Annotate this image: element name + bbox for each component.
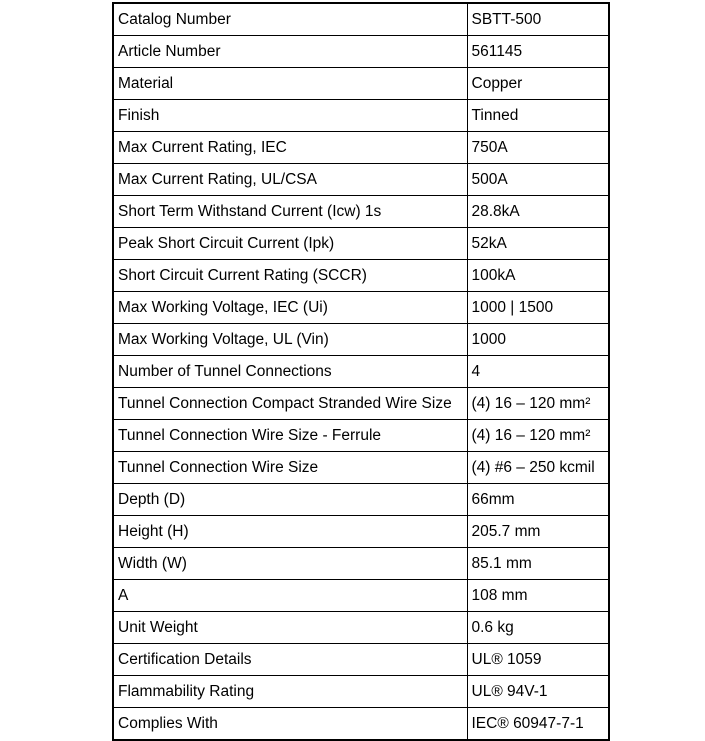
spec-value: 85.1 mm xyxy=(467,548,609,580)
table-row xyxy=(113,228,609,260)
table-row xyxy=(113,36,609,68)
spec-value: UL® 1059 xyxy=(467,644,609,676)
spec-value: 66mm xyxy=(467,484,609,516)
spec-value: Tinned xyxy=(467,100,609,132)
spec-value: (4) 16 – 120 mm² xyxy=(467,420,609,452)
table-row xyxy=(113,292,609,324)
spec-label: Depth (D) xyxy=(113,484,467,516)
spec-label: Catalog Number xyxy=(113,3,467,36)
table-row xyxy=(113,516,609,548)
spec-value: 500A xyxy=(467,164,609,196)
spec-value: 108 mm xyxy=(467,580,609,612)
spec-value: 1000 | 1500 xyxy=(467,292,609,324)
spec-label: Max Working Voltage, IEC (Ui) xyxy=(113,292,467,324)
spec-label: Short Term Withstand Current (Icw) 1s xyxy=(113,196,467,228)
spec-label: Flammability Rating xyxy=(113,676,467,708)
spec-label: Certification Details xyxy=(113,644,467,676)
spec-value: 750A xyxy=(467,132,609,164)
spec-value: 0.6 kg xyxy=(467,612,609,644)
spec-label: Number of Tunnel Connections xyxy=(113,356,467,388)
table-row xyxy=(113,3,609,36)
spec-label: Short Circuit Current Rating (SCCR) xyxy=(113,260,467,292)
table-row xyxy=(113,324,609,356)
table-row xyxy=(113,548,609,580)
spec-value: IEC® 60947-7-1 xyxy=(467,708,609,741)
table-row xyxy=(113,612,609,644)
spec-value: Copper xyxy=(467,68,609,100)
spec-value: 4 xyxy=(467,356,609,388)
table-row xyxy=(113,676,609,708)
spec-table-body xyxy=(113,3,609,740)
table-row xyxy=(113,100,609,132)
spec-label: A xyxy=(113,580,467,612)
spec-label: Material xyxy=(113,68,467,100)
spec-table xyxy=(112,2,610,741)
spec-value: 100kA xyxy=(467,260,609,292)
spec-value: UL® 94V-1 xyxy=(467,676,609,708)
table-row xyxy=(113,580,609,612)
spec-label: Height (H) xyxy=(113,516,467,548)
table-row xyxy=(113,388,609,420)
table-row xyxy=(113,356,609,388)
spec-label: Tunnel Connection Compact Stranded Wire Size xyxy=(113,388,467,420)
spec-value: 205.7 mm xyxy=(467,516,609,548)
table-row xyxy=(113,164,609,196)
spec-label: Finish xyxy=(113,100,467,132)
table-row xyxy=(113,196,609,228)
spec-value: 28.8kA xyxy=(467,196,609,228)
spec-label: Complies With xyxy=(113,708,467,741)
spec-label: Max Current Rating, UL/CSA xyxy=(113,164,467,196)
spec-label: Max Current Rating, IEC xyxy=(113,132,467,164)
spec-label: Article Number xyxy=(113,36,467,68)
spec-value: 1000 xyxy=(467,324,609,356)
spec-label: Width (W) xyxy=(113,548,467,580)
table-row xyxy=(113,708,609,741)
spec-label: Tunnel Connection Wire Size xyxy=(113,452,467,484)
spec-value: (4) #6 – 250 kcmil xyxy=(467,452,609,484)
spec-value: 52kA xyxy=(467,228,609,260)
table-row xyxy=(113,452,609,484)
table-row xyxy=(113,132,609,164)
spec-label: Max Working Voltage, UL (Vin) xyxy=(113,324,467,356)
spec-value: (4) 16 – 120 mm² xyxy=(467,388,609,420)
spec-label: Unit Weight xyxy=(113,612,467,644)
table-row xyxy=(113,644,609,676)
table-row xyxy=(113,484,609,516)
table-row xyxy=(113,260,609,292)
spec-value: SBTT-500 xyxy=(467,3,609,36)
table-row xyxy=(113,420,609,452)
spec-label: Peak Short Circuit Current (Ipk) xyxy=(113,228,467,260)
spec-value: 561145 xyxy=(467,36,609,68)
spec-label: Tunnel Connection Wire Size - Ferrule xyxy=(113,420,467,452)
table-row xyxy=(113,68,609,100)
